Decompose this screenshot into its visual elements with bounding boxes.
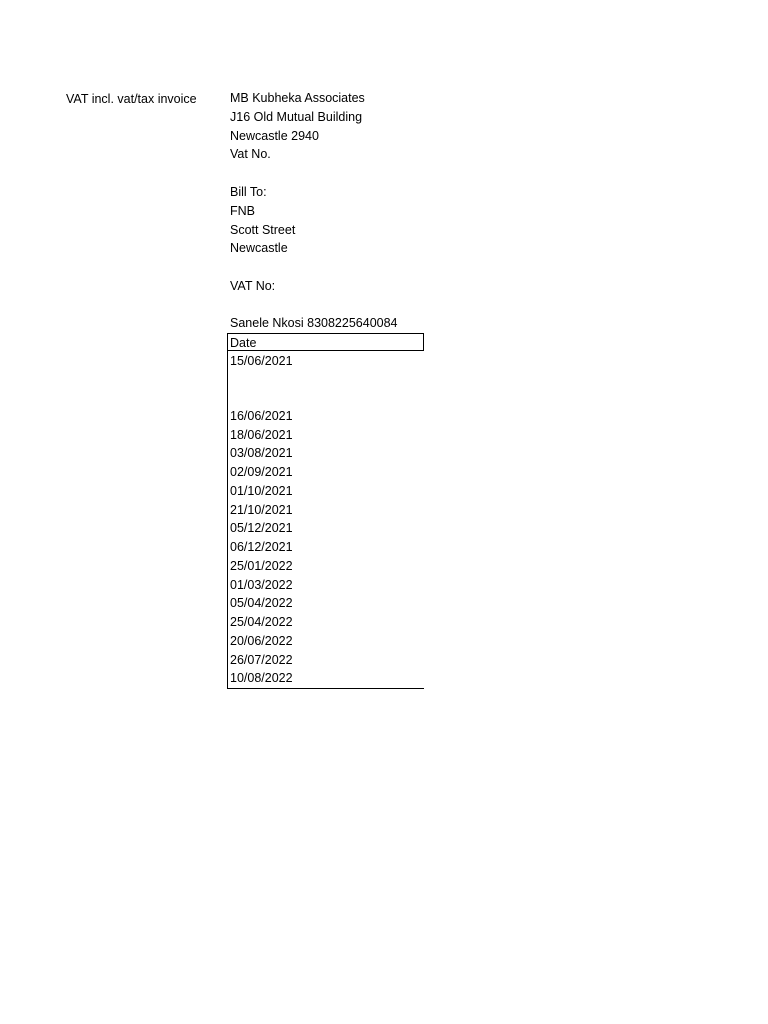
date-row: 05/12/2021 (230, 521, 293, 536)
company-address-line2: Newcastle 2940 (230, 128, 319, 143)
date-row: 20/06/2022 (230, 633, 293, 648)
date-row: 21/10/2021 (230, 502, 293, 517)
bill-to-name: FNB (230, 203, 255, 218)
date-row: 16/06/2021 (230, 408, 293, 423)
date-row: 01/03/2022 (230, 577, 293, 592)
date-row-first: 15/06/2021 (230, 354, 293, 368)
bill-to-label: Bill To: (230, 185, 267, 199)
date-table-header: Date (227, 333, 424, 351)
person-block (230, 314, 398, 333)
date-row: 06/12/2021 (230, 540, 293, 554)
date-table-body (227, 351, 424, 689)
bill-to-city: Newcastle (230, 241, 288, 256)
bill-to-block (230, 183, 295, 258)
date-row: 26/07/2022 (230, 652, 293, 667)
company-address-line1: J16 Old Mutual Building (230, 109, 363, 124)
bill-to-street: Scott Street (230, 222, 296, 237)
date-row: 05/04/2022 (230, 596, 293, 611)
company-block (230, 89, 365, 164)
date-row: 10/08/2022 (230, 671, 293, 686)
document-title: VAT incl. vat/tax invoice (66, 92, 197, 106)
date-row: 18/06/2021 (230, 427, 293, 442)
company-vat-label: Vat No. (230, 147, 271, 162)
date-row: 03/08/2021 (230, 446, 293, 461)
client-vat-label: VAT No: (230, 279, 276, 293)
date-row: 02/09/2021 (230, 465, 293, 479)
date-row: 25/04/2022 (230, 615, 293, 629)
person-name-id: Sanele Nkosi 8308225640084 (230, 316, 398, 330)
date-row: 01/10/2021 (230, 483, 293, 498)
date-table (227, 333, 424, 689)
date-gap (228, 371, 424, 407)
client-vat-block (230, 277, 275, 296)
date-row: 25/01/2022 (230, 558, 293, 573)
company-name: MB Kubheka Associates (230, 91, 365, 105)
